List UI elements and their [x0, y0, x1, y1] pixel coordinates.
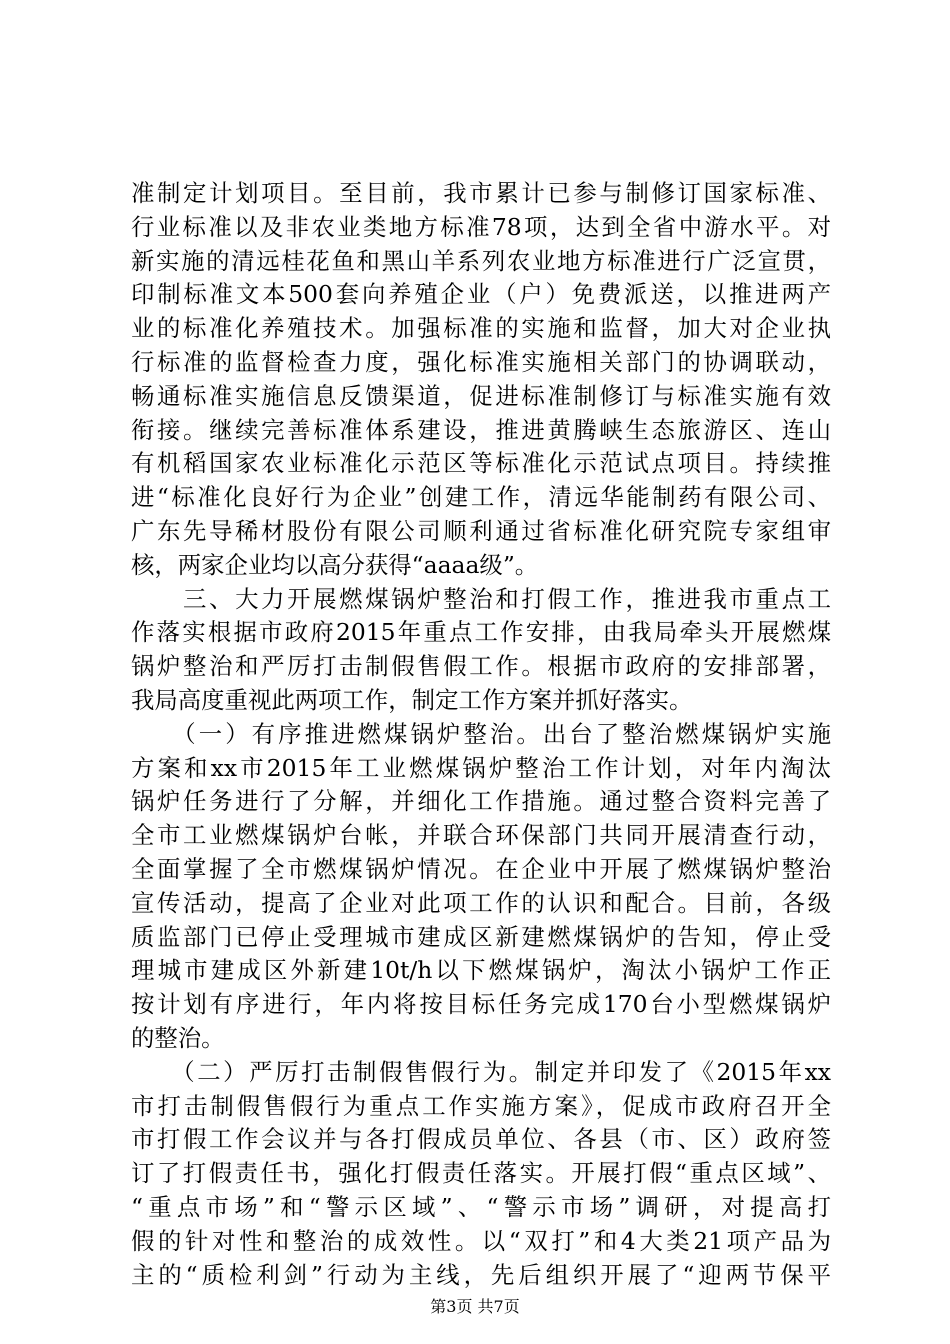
- text-line: 三、大力开展燃煤锅炉整治和打假工作，推进我市重点工: [131, 584, 831, 613]
- text-line: 核，两家企业均以高分获得“aaaa级”。: [131, 550, 539, 579]
- text-line: 衔接。继续完善标准体系建设，推进黄腾峡生态旅游区、连山: [131, 415, 831, 444]
- text-line: 锅炉整治和严厉打击制假售假工作。根据市政府的安排部署，: [131, 652, 831, 681]
- text-line: 行标准的监督检查力度，强化标准实施相关部门的协调联动，: [131, 348, 831, 376]
- text-line: 全市工业燃煤锅炉台帐，并联合环保部门共同开展清查行动，: [131, 821, 831, 850]
- text-line: 作落实根据市政府2015年重点工作安排，由我局牵头开展燃煤: [131, 618, 831, 647]
- text-line: 市打假工作会议并与各打假成员单位、各县（市、区）政府签: [131, 1125, 831, 1154]
- text-line: 全面掌握了全市燃煤锅炉情况。在企业中开展了燃煤锅炉整治: [131, 855, 831, 883]
- text-line: 主的“质检利剑”行动为主线，先后组织开展了“迎两节保平: [131, 1260, 831, 1289]
- text-line: 我局高度重视此两项工作，制定工作方案并抓好落实。: [131, 686, 693, 714]
- text-line: 新实施的清远桂花鱼和黑山羊系列农业地方标准进行广泛宣贯，: [131, 246, 831, 275]
- text-line: 的整治。: [131, 1024, 225, 1052]
- text-line: 进“标准化良好行为企业”创建工作，清远华能制药有限公司、: [131, 483, 831, 512]
- text-line: 广东先导稀材股份有限公司顺利通过省标准化研究院专家组审: [131, 517, 831, 545]
- text-line: （一）有序推进燃煤锅炉整治。出台了整治燃煤锅炉实施: [131, 719, 831, 748]
- text-line: 有机稻国家农业标准化示范区等标准化示范试点项目。持续推: [131, 449, 831, 478]
- text-line: 印制标准文本500套向养殖企业（户）免费派送，以推进两产: [131, 280, 831, 309]
- text-line: 畅通标准实施信息反馈渠道，促进标准制修订与标准实施有效: [131, 381, 831, 410]
- text-line: 按计划有序进行，年内将按目标任务完成170台小型燃煤锅炉: [131, 990, 831, 1019]
- text-line: 业的标准化养殖技术。加强标准的实施和监督，加大对企业执: [131, 314, 831, 343]
- text-line: “重点市场”和“警示区域”、“警示市场”调研，对提高打: [131, 1193, 831, 1221]
- text-line: 市打击制假售假行为重点工作实施方案》，促成市政府召开全: [131, 1091, 831, 1120]
- page-footer: 第3页 共7页: [430, 1297, 520, 1316]
- text-line: 行业标准以及非农业类地方标准78项，达到全省中游水平。对: [131, 212, 831, 241]
- text-line: 质监部门已停止受理城市建成区新建燃煤锅炉的告知，停止受: [131, 922, 831, 951]
- text-line: 订了打假责任书，强化打假责任落实。开展打假“重点区域”、: [131, 1159, 831, 1188]
- text-line: 锅炉任务进行了分解，并细化工作措施。通过整合资料完善了: [131, 787, 831, 816]
- text-line: 假的针对性和整治的成效性。以“双打”和4大类21项产品为: [131, 1226, 831, 1255]
- text-line: 方案和xx市2015年工业燃煤锅炉整治工作计划，对年内淘汰: [131, 753, 831, 782]
- text-line: 理城市建成区外新建10t/h以下燃煤锅炉，淘汰小锅炉工作正: [131, 956, 831, 985]
- text-line: 准制定计划项目。至目前，我市累计已参与制修订国家标准、: [131, 179, 831, 207]
- text-line: 宣传活动，提高了企业对此项工作的认识和配合。目前，各级: [131, 888, 831, 917]
- text-line: （二）严厉打击制假售假行为。制定并印发了《2015年xx: [131, 1057, 831, 1086]
